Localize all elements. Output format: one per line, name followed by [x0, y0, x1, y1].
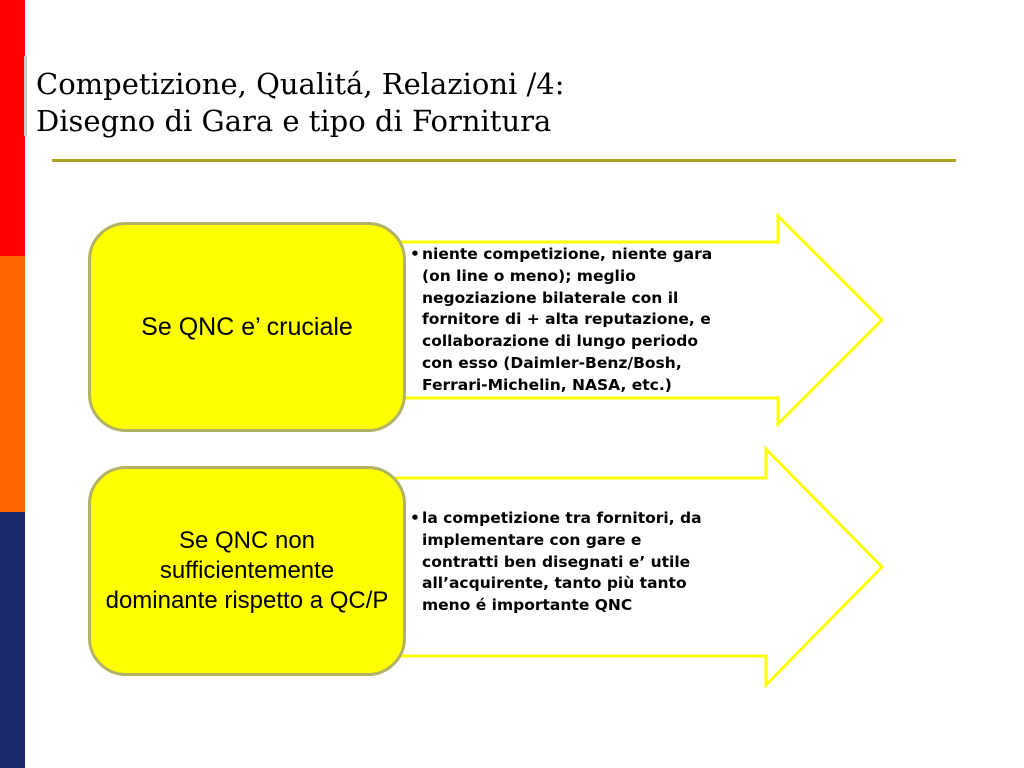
- title-line-1: Competizione, Qualitá, Relazioni /4:: [36, 67, 565, 101]
- title-line-2: Disegno di Gara e tipo di Fornitura: [36, 104, 552, 138]
- bullet-marker-2: •: [410, 509, 420, 527]
- bullet-marker-1: •: [410, 245, 420, 263]
- bullet-text-1: niente competizione, niente gara (on line o meno); meglio negoziazione bilaterale con il fornitore di + alta reputazione, e collaborazione di lungo periodo con esso (Daimler-Benz/Bosh, Ferrari-Michelin, NASA, etc.): [422, 245, 713, 394]
- condition-label-1: Se QNC e’ cruciale: [141, 313, 353, 341]
- condition-box-1: [88, 222, 406, 432]
- condition-box-2: [88, 466, 406, 676]
- bullet-item-1: [410, 244, 712, 397]
- condition-label-2: Se QNC non sufficientemente dominante rispetto a QC/P: [105, 527, 389, 614]
- bullet-item-2: [410, 508, 702, 617]
- bullet-text-2: la competizione tra fornitori, da implementare con gare e contratti ben disegnati e’ utile all’acquirente, tanto più tanto meno é importante QNC: [422, 509, 702, 615]
